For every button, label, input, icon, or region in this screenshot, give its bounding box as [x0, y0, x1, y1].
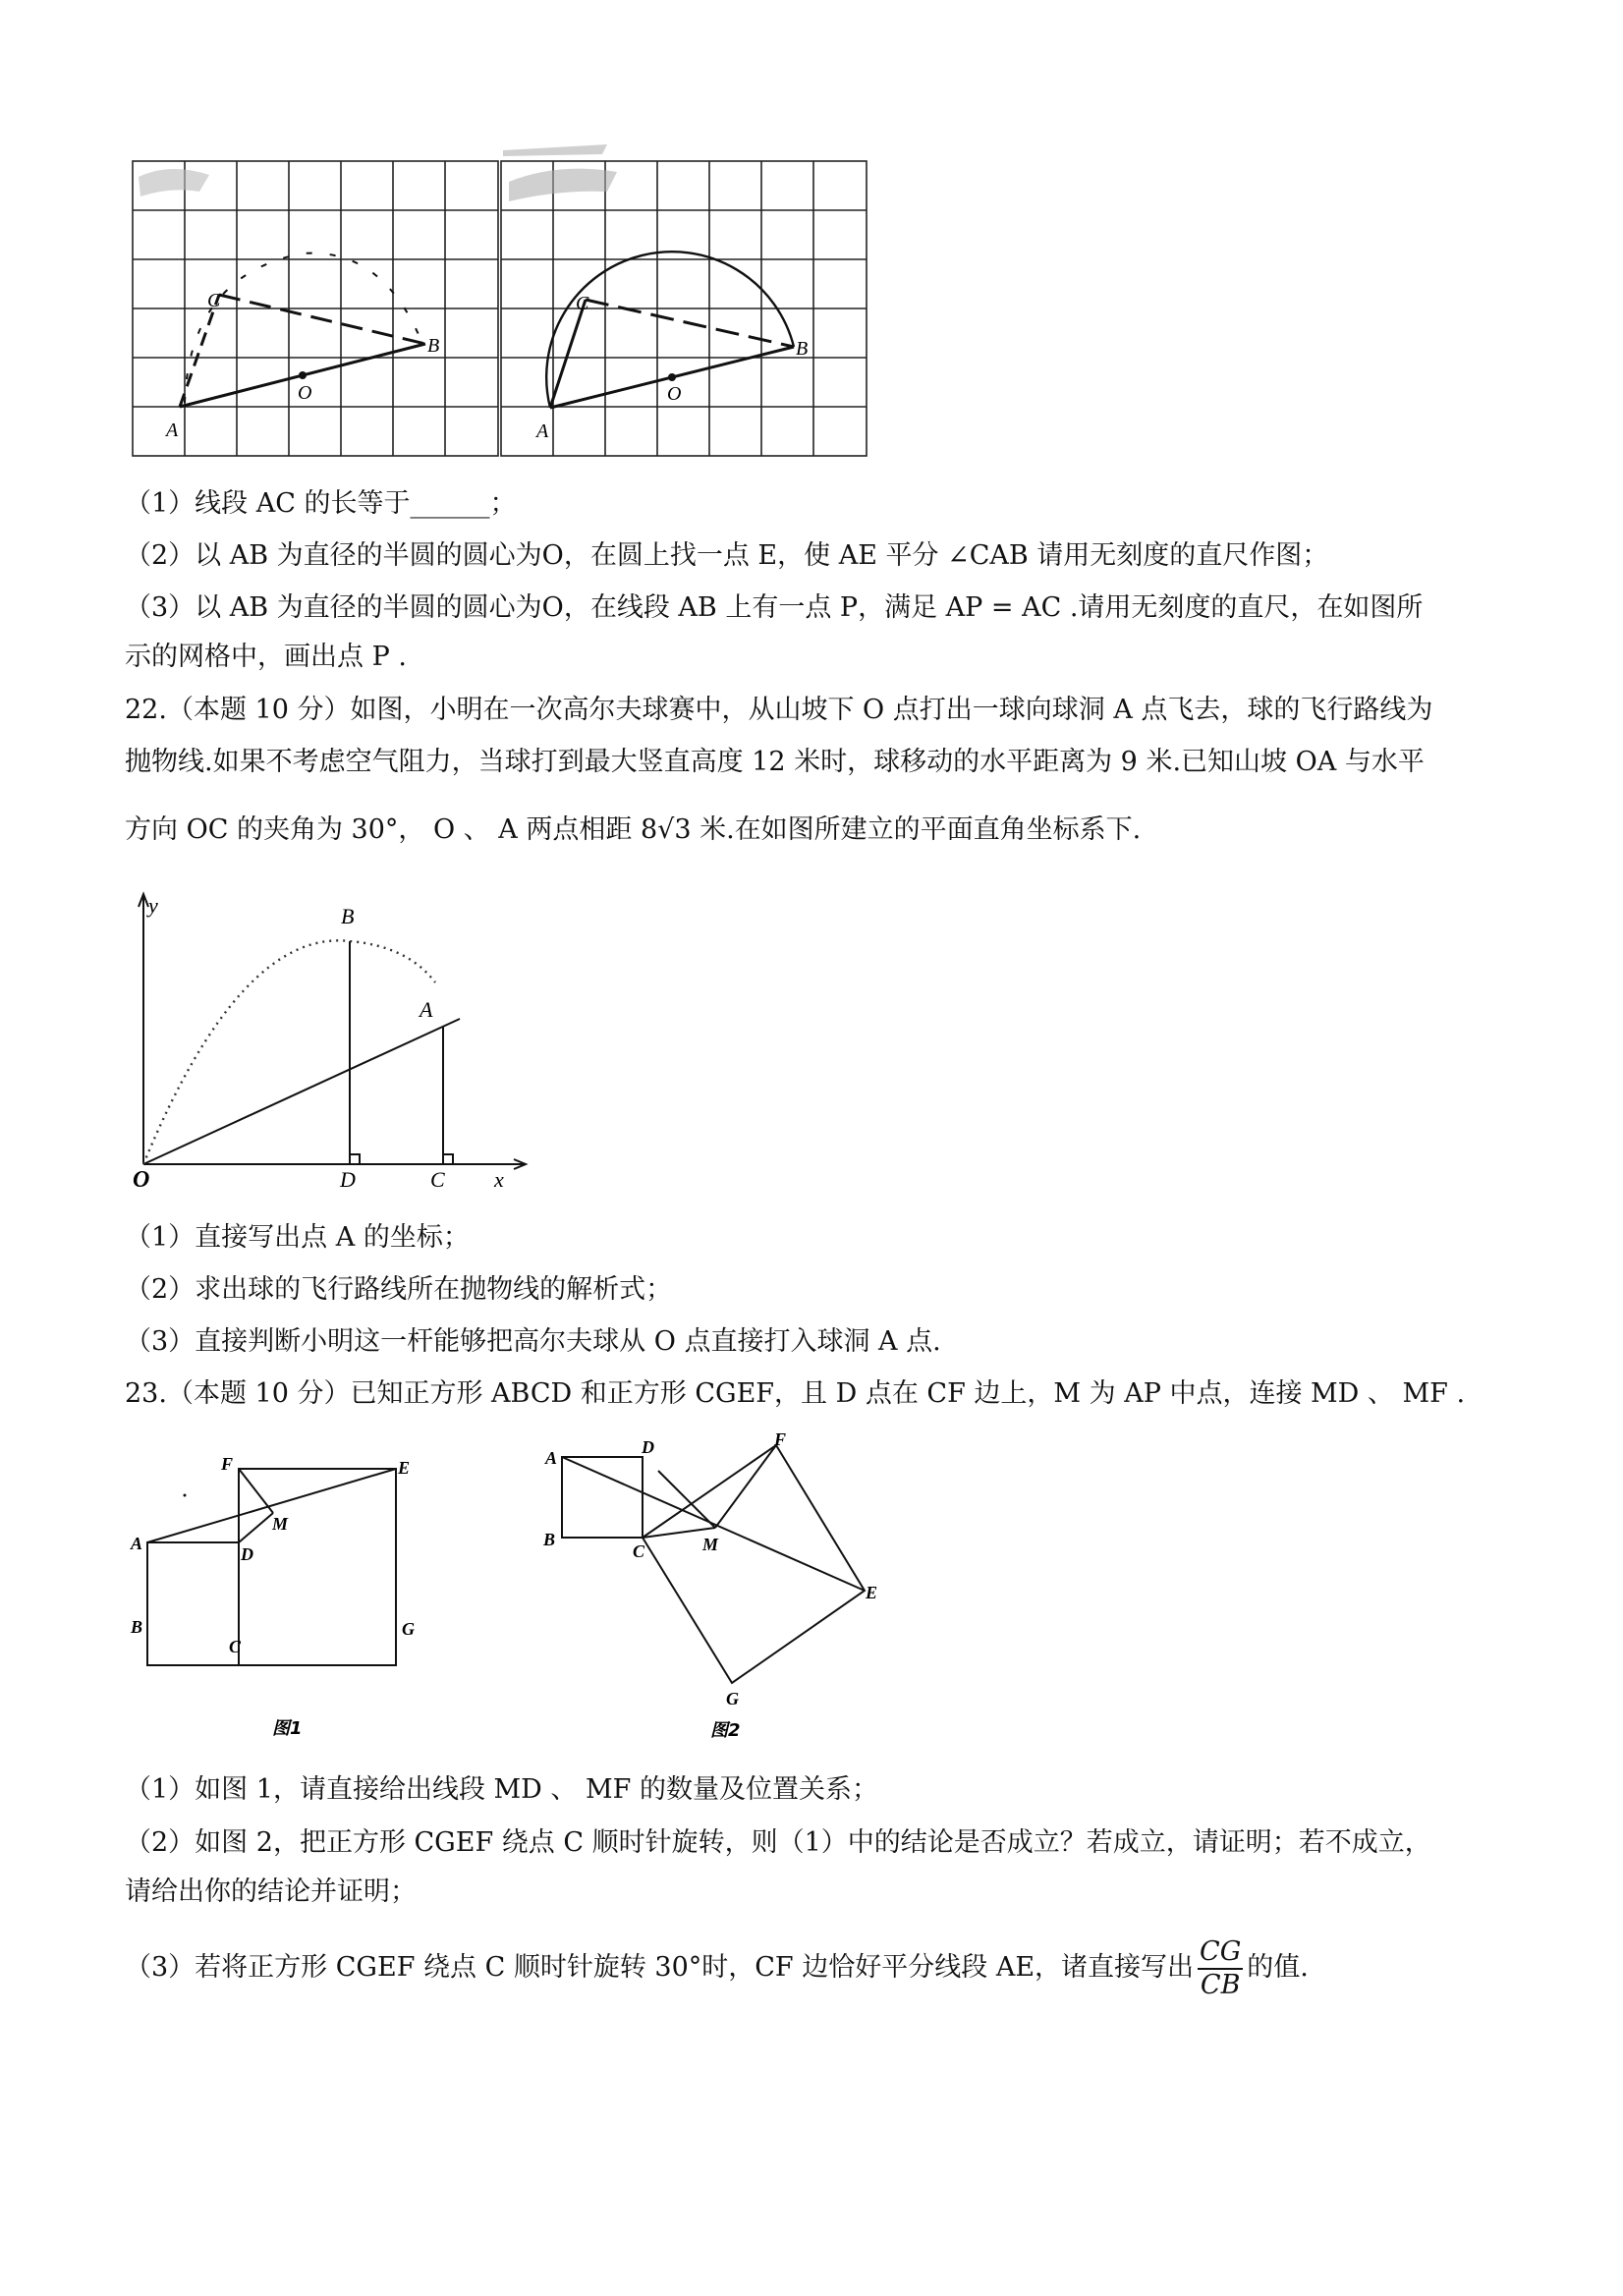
q23-stem: 23.（本题 10 分）已知正方形 ABCD 和正方形 CGEF，且 D 点在 CF 边上，M 为 AP 中点，连接 MD 、 MF .: [125, 1378, 1466, 1409]
q22-part-1: （1）直接写出点 A 的坐标；: [125, 1222, 470, 1253]
label-C: C: [633, 1541, 645, 1561]
label-B: B: [341, 904, 355, 928]
label-C: C: [207, 290, 221, 311]
fig1-caption: 图1: [272, 1718, 303, 1739]
q21-part-2: （2）以 AB 为直径的半圆的圆心为O，在圆上找一点 E，使 AE 平分 ∠CAB 请用无刻度的直尺作图；: [125, 540, 1329, 571]
label-D: D: [241, 1544, 253, 1564]
q23-part-3-pre: （3）若将正方形 CGEF 绕点 C 顺时针旋转 30°时，CF 边恰好平分线段 AE，诸直接写出: [125, 1952, 1195, 1983]
axis-x-label: x: [494, 1167, 504, 1192]
label-A: A: [545, 1448, 558, 1468]
label-O: O: [133, 1167, 150, 1193]
label-G: G: [402, 1619, 415, 1639]
label-D: D: [642, 1437, 654, 1457]
q23-figure-2: [535, 1429, 899, 1758]
label-D: D: [340, 1167, 356, 1192]
label-M: M: [272, 1514, 289, 1534]
label-E: E: [398, 1458, 411, 1478]
label-F: F: [774, 1429, 787, 1449]
q22-part-3: （3）直接判断小明这一杆能够把高尔夫球从 O 点直接打入球洞 A 点.: [125, 1326, 941, 1357]
fig2-caption: 图2: [710, 1720, 741, 1741]
label-C: C: [576, 293, 589, 314]
label-E: E: [866, 1583, 878, 1602]
axis-y-label: y: [148, 893, 158, 918]
label-C: C: [430, 1167, 445, 1192]
q22-figure: [123, 889, 535, 1198]
q22-stem-a: 22.（本题 10 分）如图，小明在一次高尔夫球赛中，从山坡下 O 点打出一球向球洞 A 点飞去，球的飞行路线为: [125, 695, 1433, 725]
fraction-numerator: CG: [1198, 1936, 1243, 1970]
label-O: O: [298, 382, 312, 404]
label-O: O: [667, 383, 682, 405]
q22-part-2: （2）求出球的飞行路线所在抛物线的解析式；: [125, 1274, 673, 1305]
q22-stem-c: 方向 OC 的夹角为 30°， O 、 A 两点相距 8√3 米.在如图所建立的平面直角坐标系下.: [125, 814, 1142, 845]
label-A: A: [536, 420, 549, 442]
q23-part-3-post: 的值.: [1247, 1952, 1309, 1983]
q21-part-3a: （3）以 AB 为直径的半圆的圆心为O，在线段 AB 上有一点 P，满足 AP = AC .请用无刻度的直尺，在如图所: [125, 592, 1424, 623]
label-B: B: [796, 338, 809, 360]
label-B: B: [543, 1530, 556, 1549]
label-G: G: [726, 1689, 739, 1708]
q23-part-3: [125, 1933, 1309, 2002]
q21-part-3b: 示的网格中，画出点 P .: [125, 642, 407, 672]
label-A: A: [420, 997, 433, 1022]
fraction-cg-cb: [1198, 1936, 1243, 2001]
label-M: M: [702, 1535, 719, 1554]
q21-part-1: （1）线段 AC 的长等于______；: [125, 488, 517, 519]
q23-part-1: （1）如图 1，请直接给出线段 MD 、 MF 的数量及位置关系；: [125, 1774, 878, 1805]
fraction-denominator: CB: [1200, 1969, 1241, 2000]
q21-figure-right: [499, 142, 872, 466]
label-C: C: [229, 1637, 242, 1656]
label-B: B: [131, 1617, 143, 1637]
label-A: A: [131, 1534, 143, 1553]
q23-part-2b: 请给出你的结论并证明；: [125, 1876, 417, 1907]
q23-part-2a: （2）如图 2，把正方形 CGEF 绕点 C 顺时针旋转，则（1）中的结论是否成立？若成立，请证明；若不成立，: [125, 1827, 1431, 1858]
label-F: F: [221, 1454, 234, 1474]
label-B: B: [427, 335, 440, 357]
q21-figure-left: [131, 157, 504, 466]
q23-figure-1: [123, 1434, 447, 1743]
q22-stem-b: 抛物线.如果不考虑空气阻力，当球打到最大竖直高度 12 米时，球移动的水平距离为 9 米.已知山坡 OA 与水平: [125, 747, 1425, 777]
label-A: A: [166, 420, 179, 441]
